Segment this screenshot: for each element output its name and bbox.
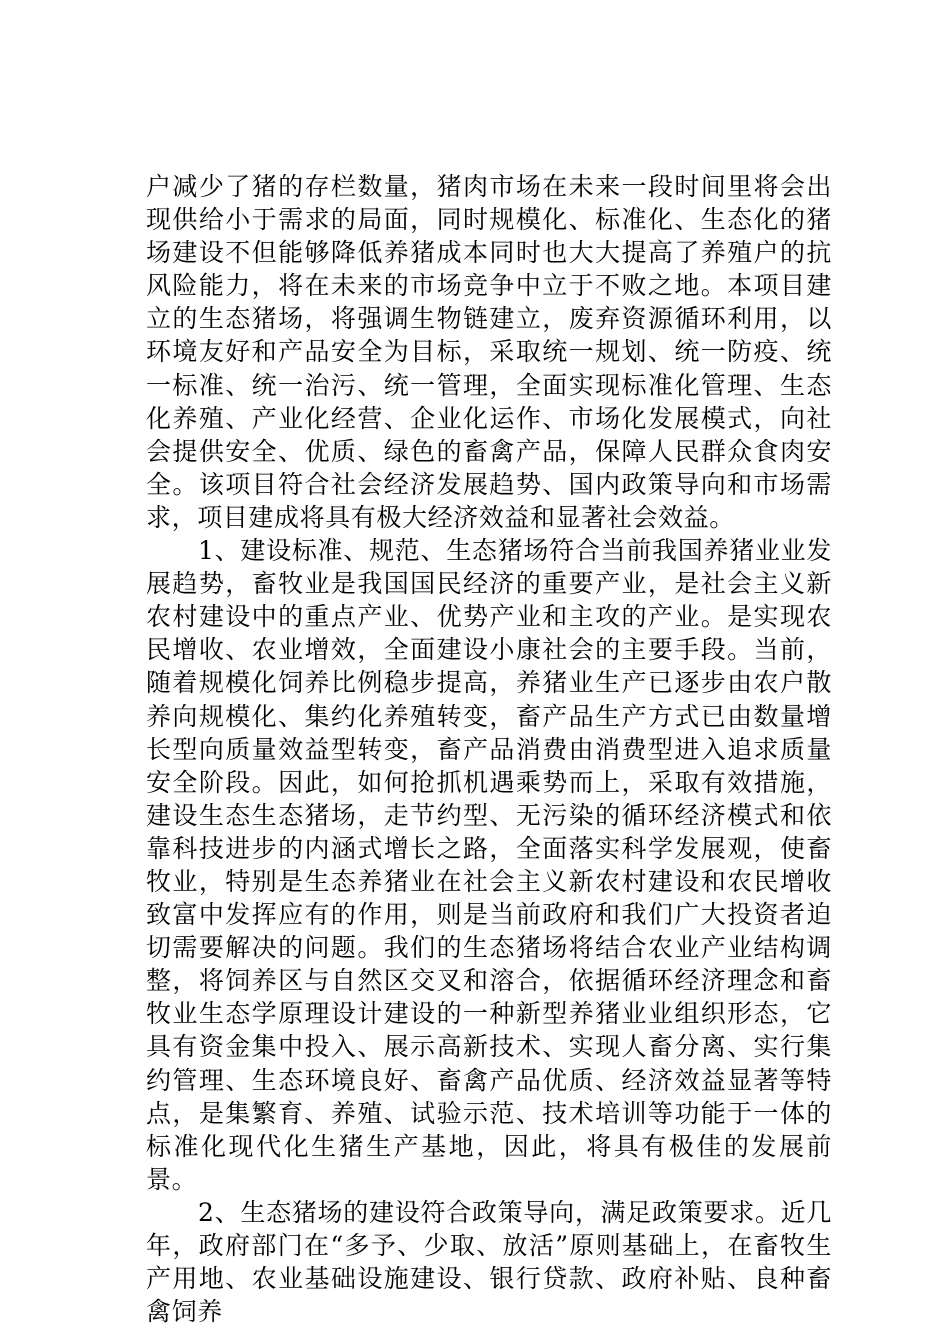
paragraph-point-1: 1、建设标准、规范、生态猪场符合当前我国养猪业业发展趋势，畜牧业是我国国民经济的重要产业，是社会主义新农村建设中的重点产业、优势产业和主攻的产业。是实现农民增收、农业增效，全面建设小康社会的主要手段。当前，随着规模化饲养比例稳步提高，养猪业生产已逐步由农户散养向规模化、集约化养殖转变，畜产品生产方式已由数量增长型向质量效益型转变，畜产品消费由消费型进入追求质量安全阶段。因此，如何抢抓机遇乘势而上，采取有效措施，建设生态生态猪场，走节约型、无污染的循环经济模式和依靠科技进步的内涵式增长之路，全面落实科学发展观，使畜牧业，特别是生态养猪业在社会主义新农村建设和农民增收致富中发挥应有的作用，则是当前政府和我们广大投资者迫切需要解决的问题。我们的生态猪场将结合农业产业结构调整，将饲养区与自然区交叉和溶合，依据循环经济理念和畜牧业生态学原理设计建设的一种新型养猪业业组织形态，它具有资金集中投入、展示高新技术、实现人畜分离、实行集约管理、生态环境良好、畜禽产品优质、经济效益显著等特点，是集繁育、养殖、试验示范、技术培训等功能于一体的标准化现代化生猪生产基地，因此，将具有极佳的发展前景。 (146, 536, 832, 1194)
paragraph-continuation: 户减少了猪的存栏数量，猪肉市场在未来一段时间里将会出现供给小于需求的局面，同时规模化、标准化、生态化的猪场建设不但能够降低养猪成本同时也大大提高了养殖户的抗风险能力，将在未来的市场竞争中立于不败之地。本项目建立的生态猪场，将强调生物链建立，废弃资源循环利用，以环境友好和产品安全为目标，采取统一规划、统一防疫、统一标准、统一治污、统一管理，全面实现标准化管理、生态化养殖、产业化经营、企业化运作、市场化发展模式，向社会提供安全、优质、绿色的畜禽产品，保障人民群众食肉安全。该项目符合社会经济发展趋势、国内政策导向和市场需求，项目建成将具有极大经济效益和显著社会效益。 (146, 172, 832, 532)
paragraph-point-2: 2、生态猪场的建设符合政策导向，满足政策要求。近几年，政府部门在“多予、少取、放活”原则基础上，在畜牧生产用地、农业基础设施建设、银行贷款、政府补贴、良种畜禽饲养 (146, 1197, 832, 1327)
document-body (146, 170, 832, 1328)
